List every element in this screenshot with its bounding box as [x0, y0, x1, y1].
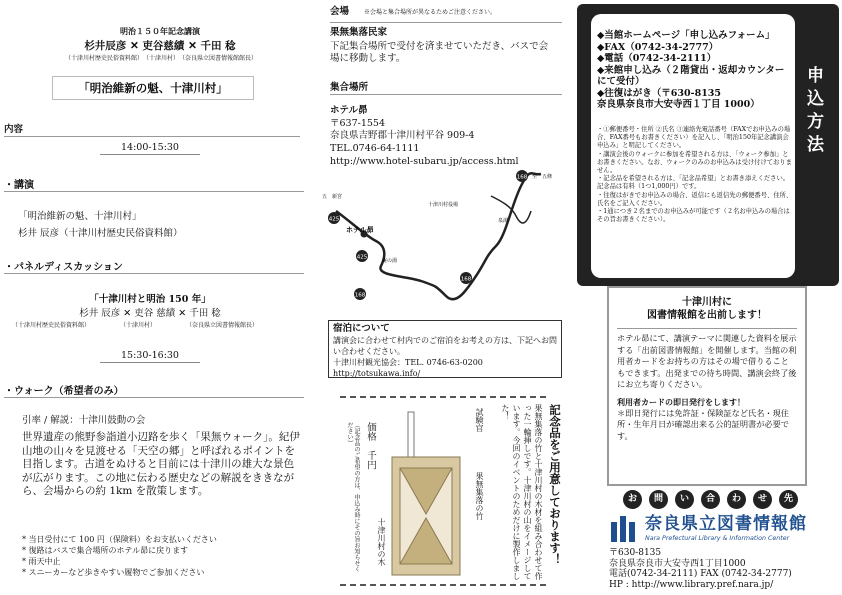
walk-guide: 引率 / 解説：十津川鼓動の会 [22, 415, 146, 426]
apply-item: 奈良県奈良市大安寺西１丁目 1000） [597, 99, 760, 110]
map-direction-label: 五 新宮 [322, 194, 343, 200]
panel-affil-3: （奈良県立図書情報館長） [186, 322, 259, 329]
walk-note: * 雨天中止 [22, 557, 61, 566]
exhibit-body: ホテル昴にて、講演テーマに関連した資料を展示する「出前図書情報館」を開催します。当館の利用者カードをお持ちの方はその場で借りることもできます。出発までの待ち時間、講演会終了後にお立ち寄りください。 [617, 333, 797, 389]
apply-note: ・1通につき２名までのお申込みが可能です（２名お申込みの場合はその旨お書きください）。 [597, 208, 790, 224]
gift-label-tube: 試験官 [475, 408, 484, 432]
library-zip: 〒630-8135 [609, 548, 662, 558]
apply-item: ◆来館申し込み（２階貸出・返却カウンターにて受付） [597, 64, 785, 87]
contact-char: せ [753, 490, 772, 509]
stay-heading: 宿泊について [333, 323, 390, 334]
contact-char: 合 [701, 490, 720, 509]
hotel-name: ホテル昴 [330, 105, 368, 116]
gift-label-wood: 十津川村の木 [377, 518, 386, 566]
section-lecture-heading: ・講演 [4, 176, 304, 192]
map-izumi-label: 泉湯 [498, 218, 509, 224]
gift-price-note: （記念品のご希望の方は、申込み時にその旨お知らせください） [346, 422, 360, 572]
branch-road [491, 196, 531, 223]
test-tube [408, 412, 414, 462]
stay-info-box [328, 320, 562, 378]
content-heading: 内容 [4, 124, 300, 137]
stay-org: 十津川村観光協会：TEL. 0746-63-0200 [333, 358, 483, 367]
middle-column [322, 0, 571, 595]
apply-note: ・①郵便番号・住所 ②氏名 ③連絡先電話番号（FAXでお申込みの場合、FAX番号もお書きください）を記入し、「明治150年記念講演会申込み」と明記してください。 [597, 126, 791, 150]
section-panel-heading: ・パネルディスカッション [4, 258, 304, 274]
speakers-affil: （十津川村歴史民俗資料館） （十津川村） （奈良県立図書情報館館長） [64, 55, 257, 62]
hotel-address: 奈良県吉野郡十津川村平谷 909-4 [330, 130, 475, 141]
lecture-speaker: 杉井 辰彦（十津川村歴史民俗資料館） [18, 228, 183, 239]
library-homepage[interactable]: HP : http://www.library.pref.nara.jp/ [609, 579, 774, 590]
speakers-line: 杉井辰彦 ✕ 吏谷慈績 ✕ 千田 稔 [84, 40, 236, 52]
venue-note: ※会場と集合場所が異なるためご注意ください。 [364, 9, 497, 16]
contact-char: い [675, 490, 694, 509]
contact-heading [623, 490, 813, 509]
panel-affil-1: （十津川村歴史民俗資料館） [12, 322, 91, 329]
access-map [322, 166, 571, 316]
venue-text: 下記集合場所で受付を済ませていただき、バスで会場に移動します。 [330, 41, 549, 64]
library-address: 奈良県奈良市大安寺西1丁目1000 [609, 558, 746, 569]
lecture-title-box: 「明治維新の魁、十津川村」 [52, 76, 254, 100]
library-logo-icon [609, 514, 641, 544]
river-road-path [336, 173, 541, 299]
contact-char: お [623, 490, 642, 509]
apply-item: ◆往復はがき（〒630-8135 [597, 87, 722, 99]
venue-name: 果無集落民家 [330, 27, 388, 38]
apply-note: ・記念品を希望される方は、「記念品希望」とお書き添えください。記念品は有料（1つ1,000円）です。 [597, 175, 790, 191]
gift-body: 果無集落の竹と十津川村の木材を組み合わせて作った一輪挿しです。十津川村の山をイメージしています。今回のイベントのためだけに製作しました！ [501, 404, 543, 580]
apply-item: ◆FAX（0742-34-2777） [597, 41, 719, 53]
library-name-en: Nara Prefectural Library & Information Center [645, 535, 790, 542]
apply-note: ・講演会後のウォークに参加を希望される方は、「ウォーク参加」とお書きください。なお、ウォークのみのお申込みは受け付けておりません。 [597, 150, 792, 175]
map-direction-label: 至 五條 [532, 174, 553, 180]
exhibit-box [607, 286, 807, 486]
venue-heading: 会場 [330, 6, 350, 17]
time-slot-2: 15:30-16:30 [100, 350, 200, 363]
gift-title: 記念品をご用意しております！ [548, 404, 562, 565]
library-phone: 電話(0742-34-2111) FAX (0742-34-2777) [609, 569, 792, 579]
left-column [0, 0, 305, 595]
walk-note: * 当日受付にて 100 円（保険料）をお支払いください [22, 535, 217, 544]
meet-heading: 集合場所 [330, 82, 562, 95]
right-column [577, 0, 842, 595]
time-slot-1: 14:00-15:30 [100, 142, 200, 155]
hotel-url[interactable]: http://www.hotel-subaru.jp/access.html [330, 156, 519, 167]
lecture-title: 「明治維新の魁、十津川村」 [18, 211, 142, 222]
walk-note: * スニーカーなど歩きやすい履物でご参加ください [22, 568, 205, 577]
stay-text: 講演会に合わせて村内でのご宿泊をお考えの方は、下記へお問い合わせください。 [333, 336, 557, 356]
map-spot-label: 庵の湯 [382, 258, 398, 264]
divider [330, 22, 562, 23]
apply-items [597, 30, 793, 111]
gift-price: 価格 千円 [365, 422, 376, 470]
card-body: ＊即日発行には免許証・保険証など氏名・現住所・生年月日が確認出来る公的証明書が必要です。 [617, 407, 789, 441]
route-168-label: 168 [516, 174, 528, 181]
apply-item: ◆当館ホームページ「申し込みフォーム」 [597, 30, 775, 41]
exhibit-title-1: 十津川村に [682, 297, 732, 308]
walk-notes [22, 534, 302, 578]
card-title: 利用者カードの即日発行をします！ [617, 396, 745, 407]
dashed-border [340, 396, 546, 398]
library-name-jp: 奈良県立図書情報館 [645, 514, 807, 534]
hotel-zip: 〒637-1554 [330, 118, 386, 129]
contact-char: わ [727, 490, 746, 509]
exhibit-title-2: 図書情報館を出前します！ [647, 310, 767, 321]
contact-char: 問 [649, 490, 668, 509]
library-contact [609, 548, 792, 590]
apply-notes [597, 126, 793, 224]
header-caption: 明治１５０年記念講演 [120, 26, 200, 36]
map-village-office-label: 十津川村役場 [428, 202, 459, 208]
apply-item: ◆電話（0742-34-2111） [597, 53, 717, 64]
apply-note: ・往復はがきでお申込みの場合、返信にも返信先の郵便番号、住所、氏名をご記入ください。 [597, 191, 793, 207]
route-168-label: 168 [354, 292, 366, 299]
gift-label-bamboo: 果無集落の竹 [475, 472, 484, 520]
apply-title: 申込方法 [803, 66, 823, 158]
panel-affil-2: （十津川村） [120, 322, 157, 329]
map-hotel-label: ホテル昴 [346, 225, 374, 234]
hotel-tel: TEL.0746-64-1111 [330, 143, 420, 154]
stay-url[interactable]: http://totsukawa.info/ [333, 369, 421, 378]
walk-note: * 復路はバスで集合場所のホテル昴に戻ります [22, 546, 189, 555]
route-425-label: 425 [356, 254, 368, 261]
apply-panel [591, 14, 795, 278]
panel-speakers: 杉井 辰彦 ✕ 吏谷 慈績 ✕ 千田 稔 [79, 308, 221, 319]
vase-illustration [386, 412, 472, 577]
route-425-label: 425 [328, 216, 340, 223]
dashed-border [340, 584, 546, 586]
section-walk-heading: ・ウォーク（希望者のみ） [4, 382, 304, 398]
gift-panel [326, 392, 566, 592]
route-168-label: 168 [460, 276, 472, 283]
contact-char: 先 [779, 490, 798, 509]
walk-body: 世界遺産の熊野参詣道小辺路を歩く「果無ウォーク」。紀伊山地の山々を見渡せる「天空の郷」と呼ばれるポイントを目指します。古道をぬけると目前には十津川の雄大な景色が広がります。この地に伝わる歴史などの解説をききながら、会場からの約 1km を散策します。 [22, 431, 300, 497]
panel-title: 「十津川村と明治 150 年」 [89, 294, 211, 305]
